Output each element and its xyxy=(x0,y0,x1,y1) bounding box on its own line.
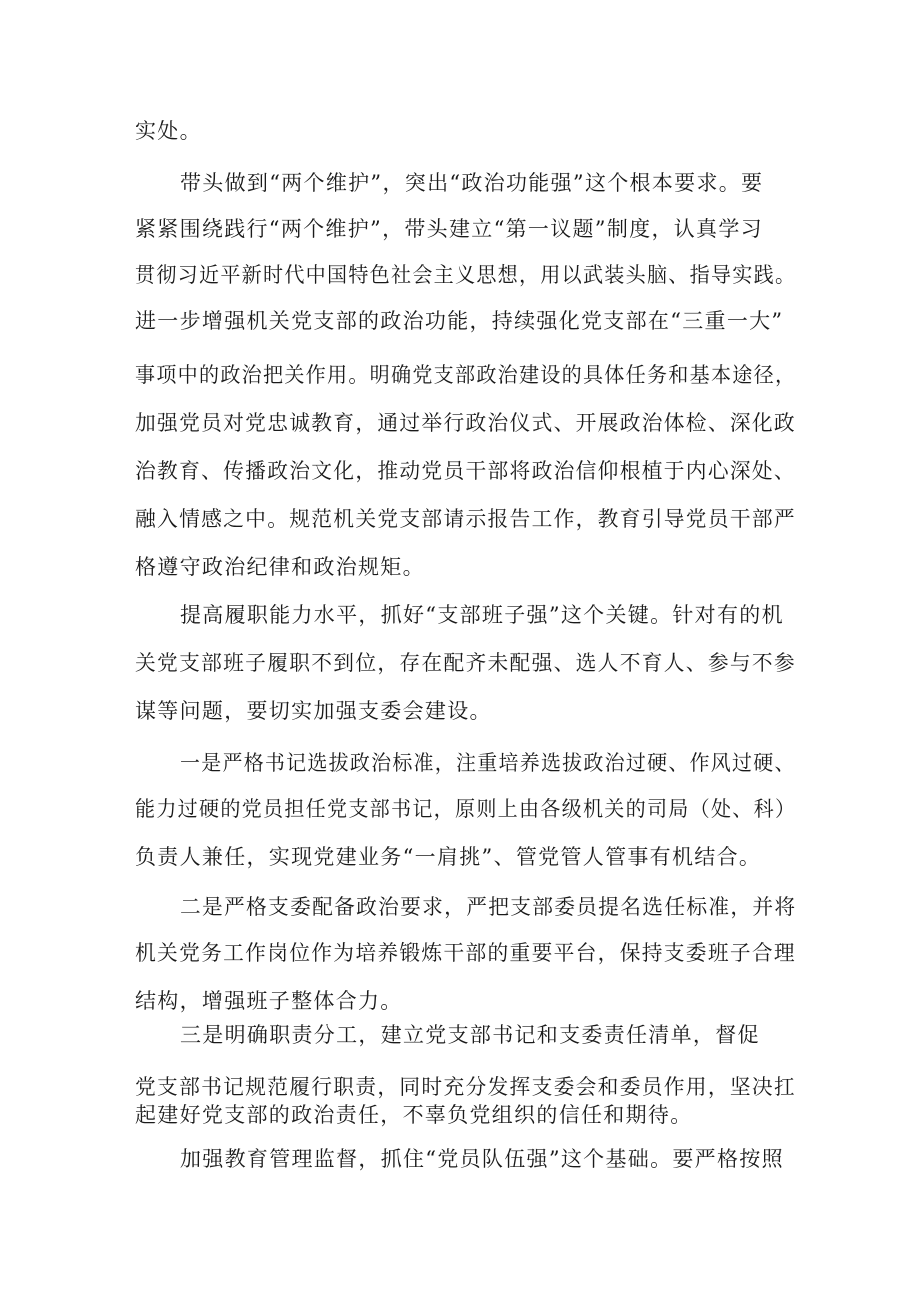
text-line: 负责人兼任，实现党建业务“一肩挑”、管党管人管事有机结合。 xyxy=(135,845,762,869)
text-line: 融入情感之中。规范机关党支部请示报告工作，教育引导党员干部严 xyxy=(135,507,796,531)
text-line: 事项中的政治把关作用。明确党支部政治建设的具体任务和基本途径， xyxy=(135,363,797,387)
text-line: 治教育、传播政治文化，推动党员干部将政治信仰根植于内心深处、 xyxy=(135,459,796,483)
text-line: 能力过硬的党员担任党支部书记，原则上由各级机关的司局（处、科） xyxy=(135,797,797,821)
text-line: 关党支部班子履职不到位，存在配齐未配强、选人不育人、参与不参 xyxy=(135,651,796,675)
text-line: 带头做到“两个维护”，突出“政治功能强”这个根本要求。要 xyxy=(180,171,764,195)
text-line: 谋等问题，要切实加强支委会建设。 xyxy=(135,699,492,723)
text-line: 加强党员对党忠诚教育，通过举行政治仪式、开展政治体检、深化政 xyxy=(135,411,796,435)
text-line: 结构，增强班子整体合力。 xyxy=(135,989,403,1013)
text-line: 贯彻习近平新时代中国特色社会主义思想，用以武装头脑、指导实践。 xyxy=(135,263,797,287)
text-line: 进一步增强机关党支部的政治功能，持续强化党支部在“三重一大” xyxy=(135,309,784,333)
text-line: 三是明确职责分工，建立党支部书记和支委责任清单，督促 xyxy=(180,1023,760,1047)
text-line: 二是严格支委配备政治要求，严把支部委员提名选任标准，并将 xyxy=(180,895,797,919)
text-line: 格遵守政治纪律和政治规矩。 xyxy=(135,555,425,579)
text-line: 实处。 xyxy=(135,119,202,143)
text-line: 起建好党支部的政治责任，不辜负党组织的信任和期待。 xyxy=(135,1103,693,1127)
text-line: 加强教育管理监督，抓住“党员队伍强”这个基础。要严格按照 xyxy=(180,1147,784,1171)
text-line: 党支部书记规范履行职责，同时充分发挥支委会和委员作用，坚决扛 xyxy=(135,1075,796,1099)
text-line: 提高履职能力水平，抓好“支部班子强”这个关键。针对有的机 xyxy=(180,603,784,627)
text-line: 机关党务工作岗位作为培养锻炼干部的重要平台，保持支委班子合理 xyxy=(135,941,796,965)
text-line: 紧紧围绕践行“两个维护”，带头建立“第一议题”制度，认真学习 xyxy=(135,217,763,241)
text-line: 一是严格书记选拔政治标准，注重培养选拔政治过硬、作风过硬、 xyxy=(180,751,796,775)
